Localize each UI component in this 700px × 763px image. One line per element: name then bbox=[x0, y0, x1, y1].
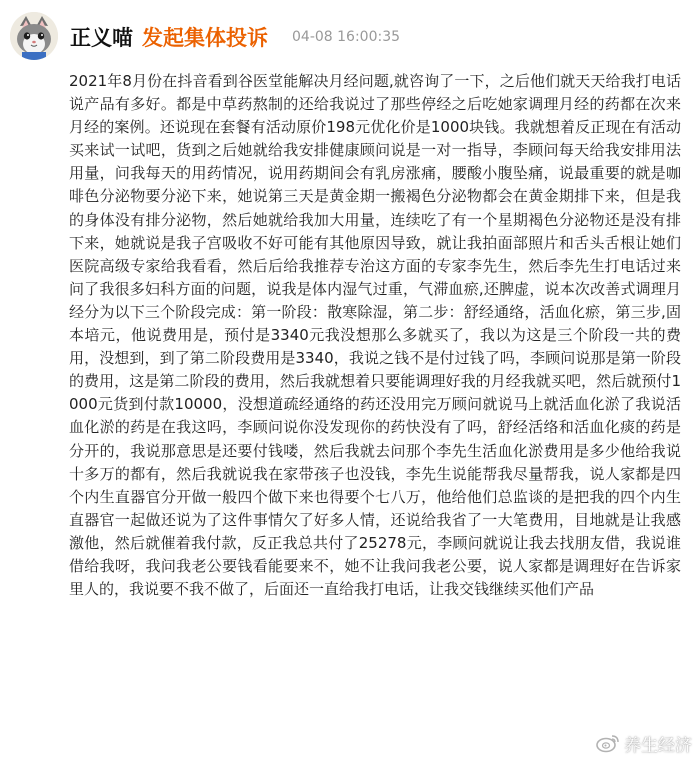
avatar[interactable] bbox=[10, 12, 58, 60]
post-timestamp: 04-08 16:00:35 bbox=[292, 29, 401, 45]
post-body-text: 2021年8月份在抖音看到谷医堂能解决月经问题,就咨询了一下，之后他们就天天给我打电话说产品有多好。都是中草药熬制的还给我说过了那些停经之后吃她家调理月经的药都在次来月经的案例。还说现在套餐有活动原价198元优化价是1000块钱。我就想着反正现在有活动买来试一试吧，货到之后她就给我安排健康顾问说是一对一指导，李顾问每天给我安排用法用量，问我每天的用药情况，说用药期间会有乳房涨痛，腰酸小腹坠痛，说最重要的就是咖啡色分泌物要分泌下来，她说第三天是黄金期一搬褐色分泌物都会在黄金期排下来，但是我的身体没有排分泌物，然后她就给我加大用量，连续吃了有一个星期褐色分泌物还是没有排下来，她就说是我子宫吸收不好可能有其他原因导致，就让我拍面部照片和舌头舌根让她们医院高级专家给我看看，然后后给我推荐专治这方面的专家李先生，然后李先生打电话过来问了我很多妇科方面的问题，说我是体内湿气过重，气滞血瘀,还脾虚，说本次改善式调理月经分为以下三个阶段完成：第一阶段：散寒除湿，第二步：舒经通络，活血化瘀，第三步,固本培元，他说费用是，预付是3340元我没想那么多就买了，我以为这是三个阶段一共的费用，没想到，到了第二阶段费用是3340，我说之钱不是付过钱了吗，李顾问说那是第一阶段的费用，这是第二阶段的费用，然后我就想着只要能调理好我的月经我就买吧，然后就预付1000元货到付款10000，没想道疏经通络的药还没用完万顾问就说马上就活血化淤了我说活血化淤的药是在我这吗，李顾问说你没发现你的药快没有了吗，舒经活络和活血化痰的药是分开的，我说那意思是还要付钱喽，然后我就去问那个李先生活血化淤费用是多少他给我说十多万的都有，然后我就说我在家带孩子也没钱，李先生说能帮我尽量帮我，说人家都是四个内生直器官分开做一般四个做下来也得要个七八万，他给他们总监谈的是把我的四个内生直器官一起做还说为了这件事情欠了好多人情，还说给我省了一大笔费用，目地就是让我感激他，然后就催着我付款，反正我总共付了25278元，李顾问就说让我去找朋友借，我说谁借给我呀，我问我老公要钱看能要来不，她不让我问我老公要，说人家都是调理好在告诉家里人的，我说要不我不做了，后面还一直给我打电话，让我交钱继续买他们产品 bbox=[69, 72, 681, 599]
collective-complaint-link[interactable]: 发起集体投诉 bbox=[142, 26, 268, 50]
post-header bbox=[0, 0, 700, 78]
cat-avatar-icon bbox=[10, 12, 58, 60]
username[interactable]: 正义喵 bbox=[70, 26, 133, 50]
weibo-logo-icon bbox=[596, 733, 620, 753]
watermark-text: 养生经济 bbox=[624, 735, 692, 756]
watermark bbox=[596, 729, 692, 757]
